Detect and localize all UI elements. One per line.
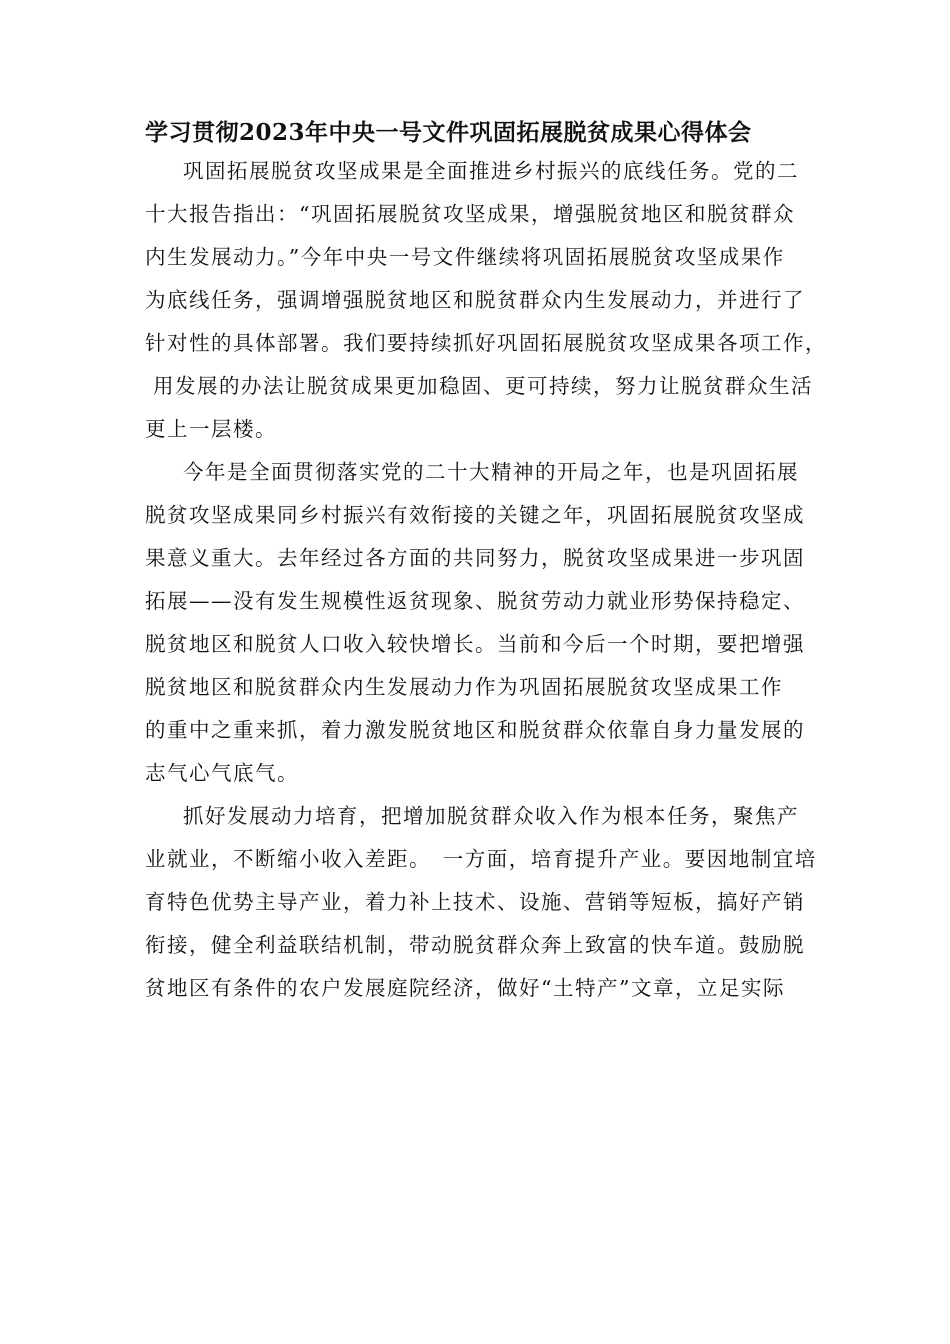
paragraph-3-line-5: 贫地区有条件的农户发展庭院经济，做好“土特产”文章，立足实际: [145, 976, 785, 1000]
paragraph-3-line-4: 衔接，健全利益联结机制，带动脱贫群众奔上致富的快车道。鼓励脱: [145, 933, 805, 957]
paragraph-1-line-3: 内生发展动力。”今年中央一号文件继续将巩固拓展脱贫攻坚成果作: [145, 245, 785, 269]
paragraph-2-line-5: 脱贫地区和脱贫人口收入较快增长。当前和今后一个时期，要把增强: [145, 632, 805, 656]
paragraph-1-line-2: 十大报告指出：“巩固拓展脱贫攻坚成果，增强脱贫地区和脱贫群众: [145, 202, 795, 226]
paragraph-1-line-5: 针对性的具体部署。我们要持续抓好巩固拓展脱贫攻坚成果各项工作，: [145, 331, 827, 355]
paragraph-2-line-2: 脱贫攻坚成果同乡村振兴有效衔接的关键之年，巩固拓展脱贫攻坚成: [145, 503, 805, 527]
paragraph-2-line-8: 志气心气底气。: [145, 761, 299, 785]
document-title: 学习贯彻2023年中央一号文件巩固拓展脱贫成果心得体会: [145, 119, 752, 146]
paragraph-3-line-1: 抓好发展动力培育，把增加脱贫群众收入作为根本任务，聚焦产: [183, 804, 799, 828]
paragraph-2-line-4: 拓展——没有发生规模性返贫现象、脱贫劳动力就业形势保持稳定、: [145, 589, 805, 613]
paragraph-3-line-2: 业就业，不断缩小收入差距。 一方面，培育提升产业。要因地制宜培: [145, 847, 817, 871]
paragraph-2-line-6: 脱贫地区和脱贫群众内生发展动力作为巩固拓展脱贫攻坚成果工作: [145, 675, 783, 699]
document-body: [145, 150, 835, 1010]
paragraph-2-line-3: 果意义重大。去年经过各方面的共同努力，脱贫攻坚成果进一步巩固: [145, 546, 805, 570]
paragraph-1-line-4: 为底线任务，强调增强脱贫地区和脱贫群众内生发展动力，并进行了: [145, 288, 805, 312]
paragraph-1-line-7: 更上一层楼。: [145, 417, 277, 441]
paragraph-2-line-7: 的重中之重来抓，着力激发脱贫地区和脱贫群众依靠自身力量发展的: [145, 718, 805, 742]
paragraph-3-line-3: 育特色优势主导产业，着力补上技术、设施、营销等短板，搞好产销: [145, 890, 805, 914]
paragraph-2-line-1: 今年是全面贯彻落实党的二十大精神的开局之年，也是巩固拓展: [183, 460, 799, 484]
paragraph-1-line-6: 用发展的办法让脱贫成果更加稳固、更可持续，努力让脱贫群众生活: [145, 374, 814, 398]
paragraph-1-line-1: 巩固拓展脱贫攻坚成果是全面推进乡村振兴的底线任务。党的二: [183, 159, 799, 183]
